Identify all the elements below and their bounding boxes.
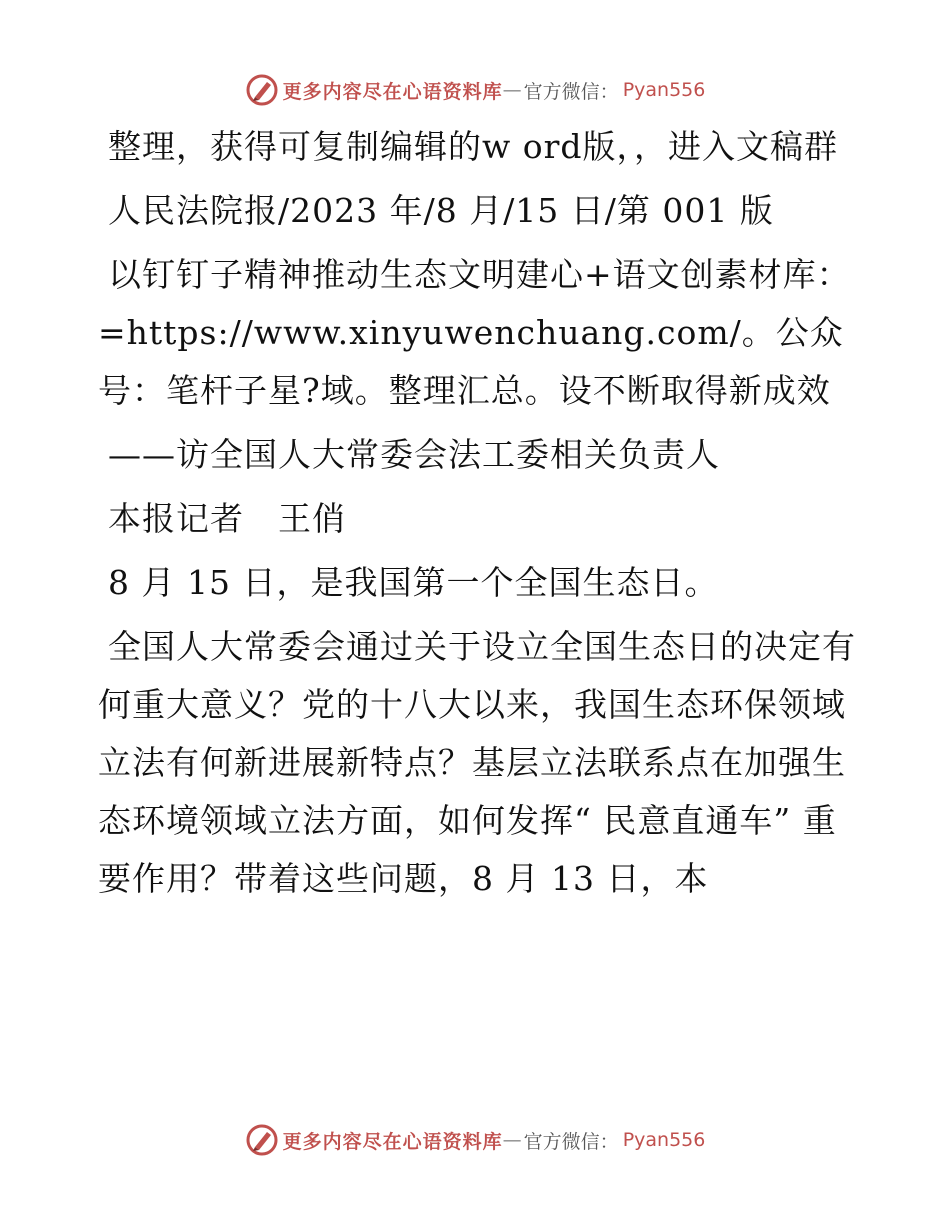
paragraph-byline: 本报记者 王俏: [108, 499, 346, 538]
pen-logo-icon: [245, 73, 279, 107]
banner-wechat-label: 官方微信：: [523, 1130, 619, 1153]
paragraph-intro: 整理，获得可复制编辑的w ord版，，进入文稿群: [108, 127, 839, 166]
banner-wechat-id: Pyan556: [622, 79, 706, 101]
banner-title: 更多内容尽在心语资料库: [282, 80, 503, 103]
paragraph-subheadline: ——访全国人大常委会法工委相关负责人: [108, 435, 720, 474]
banner-separator: —: [502, 79, 522, 101]
pen-logo-icon: [245, 1123, 279, 1157]
paragraph-body: 全国人大常委会通过关于设立全国生态日的决定有何重大意义？党的十八大以来，我国生态环保领域立法有何新进展新特点？基层立法联系点在加强生态环境领域立法方面，如何发挥“ 民意直通车” 重要作用？带着这些问题，8 月 13 日，本: [98, 627, 856, 898]
paragraph-source: 人民法院报/2023 年/8 月/15 日/第 001 版: [108, 191, 774, 230]
footer-banner: [0, 1120, 950, 1160]
banner-wechat-label: 官方微信：: [523, 80, 619, 103]
document-body: [98, 118, 858, 914]
header-banner: [0, 70, 950, 110]
banner-title: 更多内容尽在心语资料库: [282, 1130, 503, 1153]
paragraph-lead: 8 月 15 日，是我国第一个全国生态日。: [108, 563, 719, 602]
paragraph-headline: 以钉钉子精神推动生态文明建心+语文创素材库：=https://www.xinyuwenchuang.com/。公众号：笔杆子星?域。整理汇总。设不断取得新成效: [98, 255, 851, 410]
banner-wechat-id: Pyan556: [622, 1129, 706, 1151]
banner-separator: —: [502, 1129, 522, 1151]
